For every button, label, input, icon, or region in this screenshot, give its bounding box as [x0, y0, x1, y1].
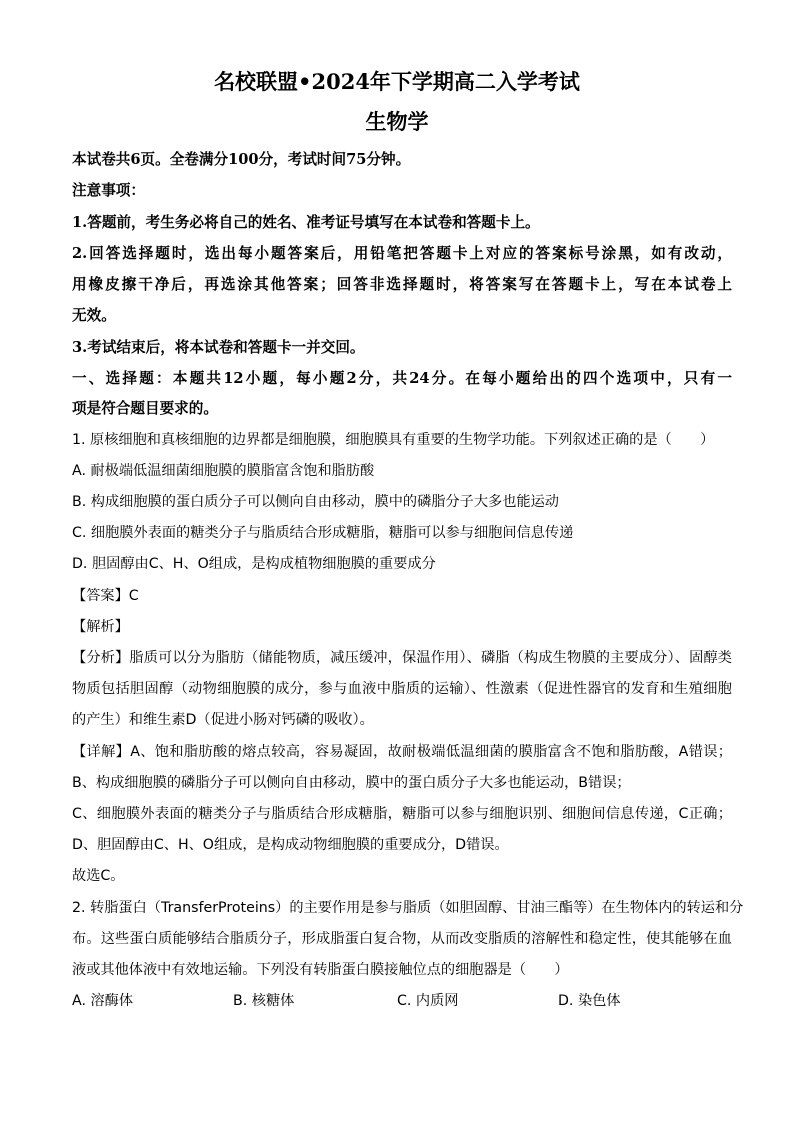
- detail-line: D、胆固醇由C、H、O组成，是构成动物细胞膜的重要成分，D错误。: [72, 837, 509, 853]
- detail-line: 【详解】A、饱和脂肪酸的熔点较高，容易凝固，故耐极端低温细菌的膜脂富含不饱和脂肪酸，A错误；: [72, 744, 732, 760]
- question-2-stem: 2. 转脂蛋白（TransferProteins）的主要作用是参与脂质（如胆固醇、甘油三酯等）在生物体内的转运和分: [72, 900, 744, 916]
- analysis-line: 的产生）和维生素D（促进小肠对钙磷的吸收）。: [72, 712, 374, 728]
- notice-item: 无效。: [72, 307, 116, 324]
- section-heading: 一、选择题：本题共12小题，每小题2分，共24分。在每小题给出的四个选项中，只有一: [72, 370, 732, 387]
- notice-heading: 注意事项：: [72, 182, 145, 199]
- question-2-option-d: D. 染色体: [558, 993, 621, 1009]
- exam-title: 名校联盟•2024年下学期高二入学考试: [214, 69, 580, 94]
- question-1-option-d: D. 胆固醇由C、H、O组成，是构成植物细胞膜的重要成分: [72, 556, 436, 572]
- notice-item: 2.回答选择题时，选出每小题答案后，用铅笔把答题卡上对应的答案标号涂黑，如有改动，: [72, 245, 732, 262]
- question-2-stem: 液或其他体液中有效地运输。下列没有转脂蛋白膜接触位点的细胞器是（ ）: [72, 962, 569, 978]
- analysis-label: 【解析】: [72, 619, 129, 635]
- detail-line: C、细胞膜外表面的糖类分子与脂质结合形成糖脂，糖脂可以参与细胞识别、细胞间信息传递，C正确；: [72, 806, 732, 822]
- question-2-option-b: B. 核糖体: [233, 993, 295, 1009]
- section-heading: 项是符合题目要求的。: [72, 400, 218, 417]
- question-2-option-c: C. 内质网: [397, 993, 459, 1009]
- question-2-stem: 布。这些蛋白质能够结合脂质分子，形成脂蛋白复合物，从而改变脂质的溶解性和稳定性，使其能够在血: [72, 931, 732, 947]
- detail-line: B、构成细胞膜的磷脂分子可以侧向自由移动，膜中的蛋白质分子大多也能运动，B错误；: [72, 775, 631, 791]
- conclusion-line: 故选C。: [72, 868, 125, 884]
- analysis-line: 物质包括胆固醇（动物细胞膜的成分，参与血液中脂质的运输）、性激素（促进性器官的发育和生殖细胞: [72, 681, 732, 697]
- answer-label: 【答案】C: [72, 588, 139, 604]
- question-1-option-c: C. 细胞膜外表面的糖类分子与脂质结合形成糖脂，糖脂可以参与细胞间信息传递: [72, 525, 574, 541]
- question-1-stem: 1. 原核细胞和真核细胞的边界都是细胞膜，细胞膜具有重要的生物学功能。下列叙述正确的是（ ）: [72, 432, 715, 448]
- question-1-option-a: A. 耐极端低温细菌细胞膜的膜脂富含饱和脂肪酸: [72, 463, 375, 479]
- notice-item: 用橡皮擦干净后，再选涂其他答案；回答非选择题时，将答案写在答题卡上，写在本试卷上: [72, 276, 732, 293]
- exam-intro: 本试卷共6页。全卷满分100分，考试时间75分钟。: [72, 151, 411, 168]
- notice-item: 3.考试结束后，将本试卷和答题卡一并交回。: [72, 339, 365, 356]
- notice-item: 1.答题前，考生务必将自己的姓名、准考证号填写在本试卷和答题卡上。: [72, 214, 540, 231]
- question-1-option-b: B. 构成细胞膜的蛋白质分子可以侧向自由移动，膜中的磷脂分子大多也能运动: [72, 494, 559, 510]
- question-2-option-a: A. 溶酶体: [72, 993, 134, 1009]
- subject-title: 生物学: [365, 109, 429, 134]
- analysis-line: 【分析】脂质可以分为脂肪（储能物质，减压缓冲，保温作用）、磷脂（构成生物膜的主要成分）、固醇类: [72, 650, 732, 666]
